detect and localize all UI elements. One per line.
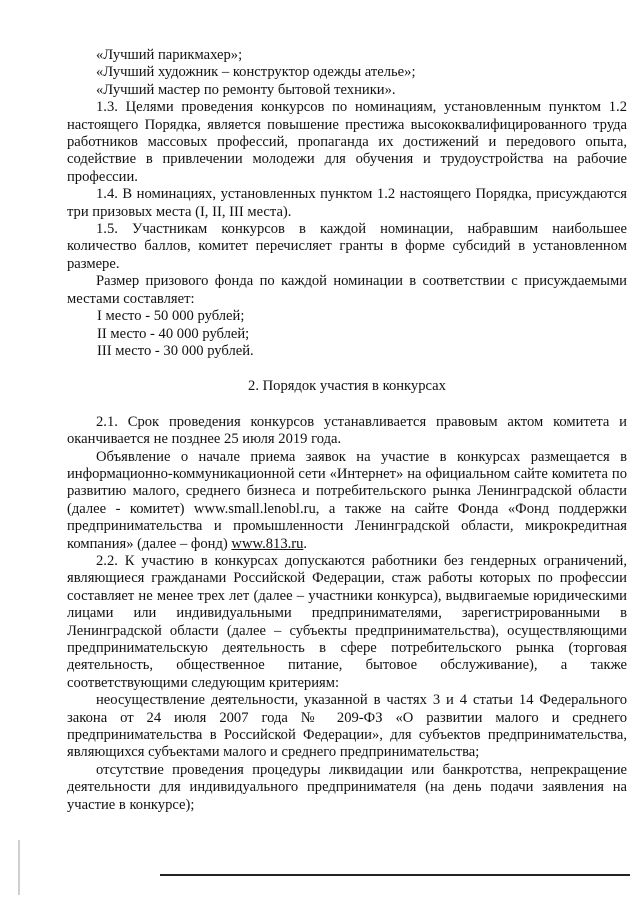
prize-line: II место - 40 000 рублей; <box>97 325 250 342</box>
nomination-item: «Лучший мастер по ремонту бытовой техники». <box>96 81 396 98</box>
fund-site-link[interactable]: www.813.ru <box>231 535 304 552</box>
nomination-item: «Лучший художник – конструктор одежды ателье»; <box>96 64 416 81</box>
announcement-text: Объявление о начале приема заявок на участие в конкурсах размещается в информационно-коммуникационной сети «Интернет» на официальном сайте комитета по развитию малого, среднего бизнеса и потребительского рынка Ленинградской области (далее - комитет) www.small.lenobl.ru, а также на сайте Фонда «Фонд поддержки предпринимательства и промышленности Ленинградской области, микрокредитная компания» (далее – фонд) <box>67 448 627 552</box>
document-body <box>67 47 627 814</box>
paragraph-1-3: 1.3. Целями проведения конкурсов по номинациям, установленным пунктом 1.2 настоящего Порядка, является повышение престижа высококвалифицированного труда работников массовых профессий, пропаганда их достижений и передового опыта, содействие в привлечении молодежи для обучения и трудоустройства на рабочие профессии. <box>67 99 627 185</box>
nomination-item: «Лучший парикмахер»; <box>96 47 243 63</box>
paragraph-announcement <box>67 449 627 553</box>
criterion-1: неосуществление деятельности, указанной в частях 3 и 4 статьи 14 Федерального закона от 24 июля 2007 года № 209-ФЗ «О развитии малого и среднего предпринимательства в Российской Федерации», для субъектов предпринимательства, являющихся субъектами малого и среднего предпринимательства; <box>67 692 627 761</box>
announcement-end: . <box>303 535 308 552</box>
paragraph-2-2: 2.2. К участию в конкурсах допускаются работники без гендерных ограничений, являющиеся гражданами Российской Федерации, стаж работы которых по профессии составляет не менее трех лет (далее – участники конкурса), выдвигаемые юридическими лицами или индивидуальными предпринимателями, зарегистрированными в Ленинградской области (далее – субъекты предпринимательства), осуществляющими предпринимательскую деятельность в сфере потребительского рынка (торговая деятельность, общественное питание, бытовое обслуживание), а также соответствующими следующим критериям: <box>67 552 627 691</box>
bottom-rule <box>160 874 630 876</box>
prize-line: I место - 50 000 рублей; <box>97 308 245 325</box>
paragraph-1-4: 1.4. В номинациях, установленных пунктом 1.2 настоящего Порядка, присуждаются три призовых места (I, II, III места). <box>67 186 627 220</box>
paragraph-prize-intro: Размер призового фонда по каждой номинации в соответствии с присуждаемыми местами составляет: <box>67 273 627 307</box>
prize-line: III место - 30 000 рублей. <box>97 342 254 359</box>
scan-edge-mark <box>18 840 20 895</box>
criterion-2: отсутствие проведения процедуры ликвидации или банкротства, непрекращение деятельности для индивидуального предпринимателя (на день подачи заявления на участие в конкурсе); <box>67 761 627 813</box>
paragraph-2-1: 2.1. Срок проведения конкурсов устанавливается правовым актом комитета и оканчивается не позднее 25 июля 2019 года. <box>67 413 627 448</box>
section-2-title: 2. Порядок участия в конкурсах <box>248 378 446 395</box>
paragraph-1-5: 1.5. Участникам конкурсов в каждой номинации, набравшим наибольшее количество баллов, комитет перечисляет гранты в форме субсидий в установленном размере. <box>67 221 627 272</box>
